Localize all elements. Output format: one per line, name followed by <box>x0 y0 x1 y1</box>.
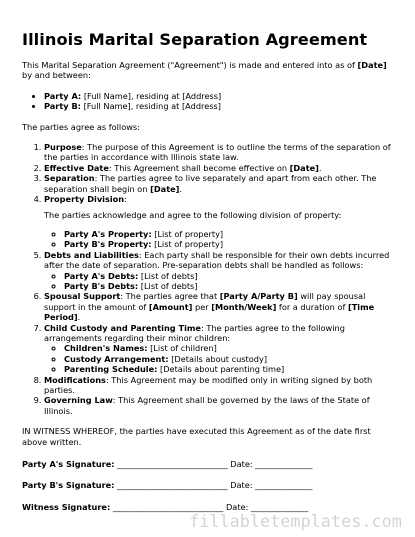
signature-label: Party B's Signature: <box>22 480 115 491</box>
term-debts <box>44 250 397 292</box>
intro-text-end: by and between: <box>22 70 91 81</box>
term-text: : The parties agree to the following arrangements regarding their minor children: <box>44 322 345 343</box>
punctuation: : <box>124 194 127 205</box>
term-purpose <box>44 142 397 163</box>
list-item <box>64 364 397 374</box>
list-item <box>64 343 397 353</box>
term-modifications <box>44 375 397 396</box>
signature-line[interactable]: ___________________________ Date: ______________ <box>110 501 309 512</box>
term-text: : This Agreement shall become effective on <box>108 162 290 173</box>
witness-paragraph: IN WITNESS WHEREOF, the parties have executed this Agreement as of the date first above written. <box>22 426 371 447</box>
item-text: [List of property] <box>151 239 224 250</box>
party-a-details: [Full Name], residing at [Address] <box>81 90 222 101</box>
term-text: : This Agreement shall be governed by the laws of the State of Illinois. <box>44 395 370 416</box>
term-effective-date <box>44 163 397 173</box>
term-spousal-support <box>44 291 397 322</box>
term-text: : The parties agree that <box>120 291 220 302</box>
item-label: Party A's Debts: <box>64 270 139 281</box>
document-title: Illinois Marital Separation Agreement <box>22 30 368 49</box>
agreement-date-placeholder: [Date] <box>357 60 387 70</box>
item-label: Custody Arrangement: <box>64 353 169 364</box>
item-text: [List of children] <box>147 343 217 354</box>
term-label: Purpose <box>44 142 82 153</box>
list-item <box>64 229 397 239</box>
signature-line[interactable]: ___________________________ Date: ______________ <box>114 459 313 469</box>
period-placeholder: [Month/Week] <box>211 301 277 312</box>
term-label: Child Custody and Parenting Time <box>44 322 201 333</box>
list-item <box>64 281 397 291</box>
term-label: Governing Law <box>44 395 113 406</box>
parties-list <box>22 91 397 112</box>
date-placeholder: [Date] <box>150 183 180 194</box>
party-placeholder: [Party A/Party B] <box>219 291 298 302</box>
property-paragraph: The parties acknowledge and agree to the following division of property: <box>44 210 342 221</box>
item-label: Party B's Debts: <box>64 280 139 291</box>
term-text: : This Agreement may be modified only in writing signed by both parties. <box>44 374 373 395</box>
term-governing-law <box>44 395 397 416</box>
item-label: Party A's Property: <box>64 228 152 239</box>
signature-label: Party A's Signature: <box>22 459 115 469</box>
duration-placeholder: [Time Period] <box>44 301 375 323</box>
footer-watermark: fillabletemplates.com <box>189 511 402 531</box>
signature-block <box>22 459 397 512</box>
punctuation: . <box>77 312 81 323</box>
term-label: Effective Date <box>44 162 109 173</box>
amount-placeholder: [Amount] <box>148 301 193 312</box>
list-item <box>64 239 397 249</box>
party-a-label: Party A: <box>44 90 82 101</box>
intro-text: This Marital Separation Agreement ("Agreement") is made and entered into as of <box>22 60 358 70</box>
term-separation <box>44 173 397 194</box>
list-item <box>64 271 397 281</box>
item-text: [Details about parenting time] <box>157 364 285 375</box>
item-text: [List of debts] <box>138 270 198 281</box>
term-label: Debts and Liabilities <box>44 249 139 260</box>
item-label: Party B's Property: <box>64 239 152 250</box>
punctuation: . <box>179 183 183 194</box>
item-text: [List of debts] <box>138 280 198 291</box>
signature-line[interactable]: ___________________________ Date: ______________ <box>114 480 313 491</box>
term-text: for a duration of <box>276 301 348 312</box>
item-text: [List of property] <box>151 228 224 239</box>
debts-list <box>44 271 397 292</box>
list-item <box>64 354 397 364</box>
date-placeholder: [Date] <box>289 162 319 173</box>
signature-label: Witness Signature: <box>22 501 111 512</box>
term-label: Spousal Support <box>44 291 121 302</box>
party-b-details: [Full Name], residing at [Address] <box>80 101 221 112</box>
item-text: [Details about custody] <box>168 353 268 364</box>
property-list <box>44 229 397 250</box>
term-label: Modifications <box>44 374 106 385</box>
agree-text: The parties agree as follows: <box>22 121 140 132</box>
item-label: Parenting Schedule: <box>64 364 158 375</box>
intro-paragraph <box>22 60 397 81</box>
party-a-signature-row[interactable] <box>22 459 397 469</box>
terms-list <box>22 142 397 416</box>
term-text: : Each party shall be responsible for their own debts incurred after the date of separation. Pre-separation debts shall be handled as follows: <box>44 249 390 271</box>
term-text: : The parties agree to live separately and apart from each other. The separation shall begin on <box>44 173 377 194</box>
term-property-division <box>44 194 397 250</box>
term-text: will pay spousal support in the amount of <box>44 291 366 312</box>
party-b-label: Party B: <box>44 101 81 112</box>
term-label: Property Division <box>44 194 125 205</box>
party-b-item <box>44 101 397 111</box>
item-label: Children's Names: <box>64 343 148 354</box>
custody-list <box>44 343 397 374</box>
document-page <box>22 30 397 523</box>
term-text: : The purpose of this Agreement is to outline the terms of the separation of the parties in accordance with Illinois state law. <box>44 142 391 163</box>
punctuation: . <box>318 162 322 173</box>
party-b-signature-row[interactable] <box>22 480 397 490</box>
term-label: Separation <box>44 173 95 184</box>
witness-signature-row[interactable] <box>22 502 397 512</box>
term-text: per <box>192 301 212 312</box>
term-child-custody <box>44 323 397 375</box>
party-a-item <box>44 91 397 101</box>
